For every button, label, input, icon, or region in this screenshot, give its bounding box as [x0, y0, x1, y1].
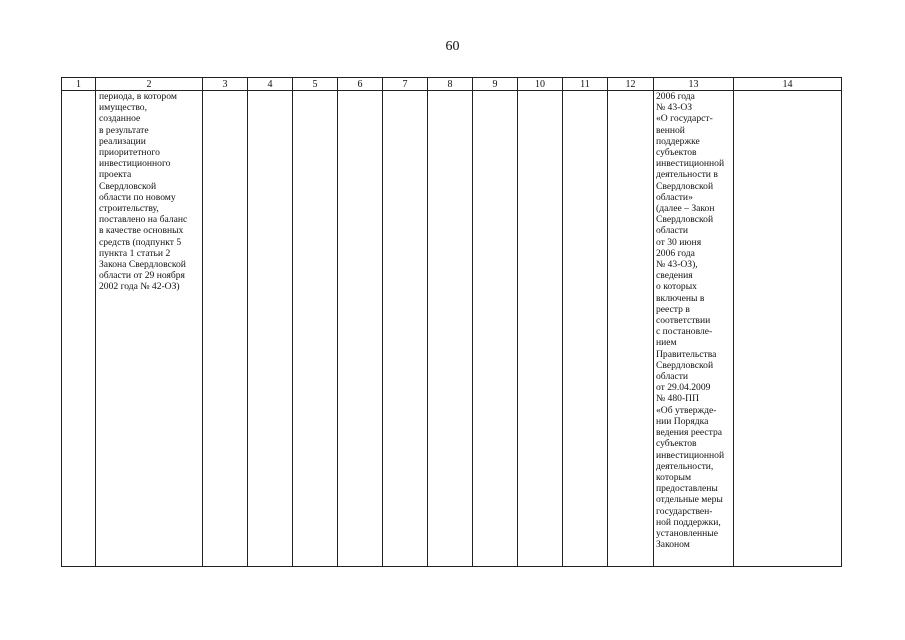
- document-table: [61, 77, 842, 567]
- cell-col-3: [203, 91, 248, 567]
- column-header-9: 9: [473, 78, 518, 91]
- column-header-2: 2: [96, 78, 203, 91]
- cell-col-8: [428, 91, 473, 567]
- column-header-8: 8: [428, 78, 473, 91]
- header-row: [62, 78, 842, 91]
- column-header-5: 5: [293, 78, 338, 91]
- cell-col-11: [563, 91, 608, 567]
- column-header-6: 6: [338, 78, 383, 91]
- column-header-4: 4: [248, 78, 293, 91]
- cell-col-1: [62, 91, 96, 567]
- column-header-13: 13: [654, 78, 734, 91]
- column-header-3: 3: [203, 78, 248, 91]
- cell-text: 2006 года № 43-ОЗ «О государст- венной поддержке субъектов инвестиционной деятельности в Свердловской области» (далее – Закон Свердловской области от 30 июня 2006 года № 43-ОЗ), сведения о которых включены в реестр в соответствии с постановле- нием Правительства Свердловской области от 29.04.2009 № 480-ПП «Об утвержде- нии Порядка ведения реестра субъектов инвестиционной деятельности, которым предоставлены отдельные меры государствен- ной поддержки, установленные Законом: [656, 91, 725, 551]
- column-header-14: 14: [734, 78, 842, 91]
- cell-text: периода, в котором имущество, созданное в результате реализации приоритетного инвестиционного проекта Свердловской области по новому строительству, поставлено на баланс в качестве основных средств (подпункт 5 пункта 1 статьи 2 Закона Свердловской области от 29 ноября 2002 года № 42-ОЗ): [99, 91, 188, 293]
- cell-col-2: [96, 91, 203, 567]
- table-row: [62, 91, 842, 567]
- column-header-12: 12: [608, 78, 654, 91]
- column-header-11: 11: [563, 78, 608, 91]
- cell-col-10: [518, 91, 563, 567]
- cell-col-9: [473, 91, 518, 567]
- column-header-1: 1: [62, 78, 96, 91]
- cell-col-5: [293, 91, 338, 567]
- column-header-10: 10: [518, 78, 563, 91]
- cell-col-7: [383, 91, 428, 567]
- column-header-7: 7: [383, 78, 428, 91]
- cell-col-14: [734, 91, 842, 567]
- cell-col-6: [338, 91, 383, 567]
- page-number: 60: [445, 39, 460, 54]
- cell-col-13: [654, 91, 734, 567]
- cell-col-12: [608, 91, 654, 567]
- cell-col-4: [248, 91, 293, 567]
